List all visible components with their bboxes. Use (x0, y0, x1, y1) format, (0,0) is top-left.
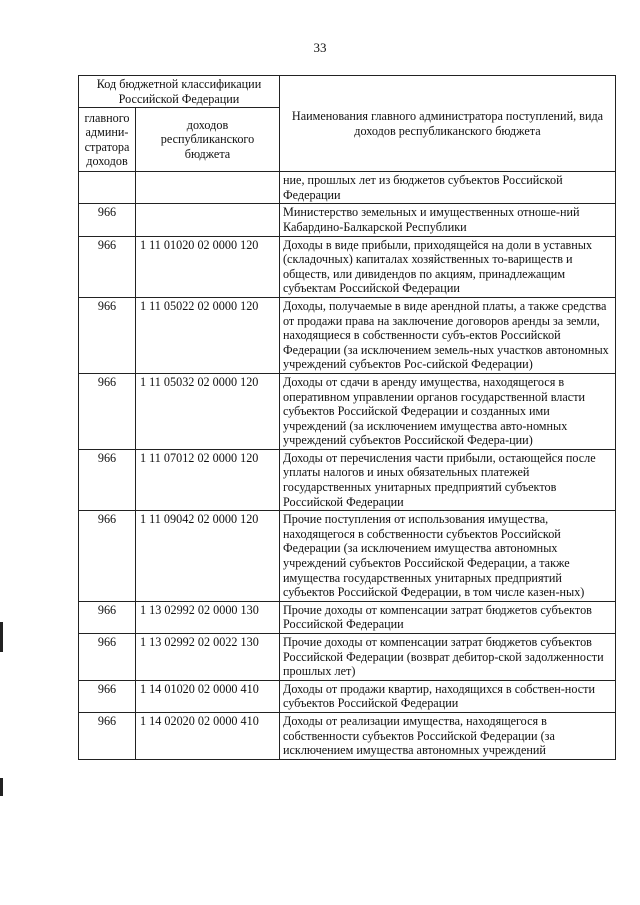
table-row (79, 680, 616, 712)
admin-code-cell: 966 (79, 601, 136, 633)
table-header-row (79, 76, 616, 108)
income-name-cell: Доходы от продажи квартир, находящихся в собствен-ности субъектов Российской Федерации (280, 680, 616, 712)
income-name-cell: Прочие поступления от использования имущества, находящегося в собственности субъектов Российской Федерации (за исключением имущества автономных учреждений субъектов Российской Федерации, а также имущества государственных унитарных предприятий субъектов Российской Федерации, в том числе казен-ных) (280, 511, 616, 602)
table-row (79, 601, 616, 633)
table-row (79, 297, 616, 373)
admin-code-cell: 966 (79, 511, 136, 602)
table-row (79, 172, 616, 204)
income-code-cell: 1 11 09042 02 0000 120 (136, 511, 280, 602)
income-name-cell: Доходы в виде прибыли, приходящейся на доли в уставных (складочных) капиталах хозяйственных то-вариществ и обществ, или дивидендов по акциям, принадлежащим субъектам Российской Федерации (280, 236, 616, 297)
admin-code-cell: 966 (79, 712, 136, 759)
income-name-cell: Доходы от реализации имущества, находящегося в собственности субъектов Российской Федерации (за исключением имущества автономных учреждений (280, 712, 616, 759)
income-name-cell: Министерство земельных и имущественных отноше-ний Кабардино-Балкарской Республики (280, 204, 616, 236)
income-name-cell: Доходы от перечисления части прибыли, остающейся после уплаты налогов и иных обязательных платежей государственных унитарных предприятий субъектов Российской Федерации (280, 449, 616, 510)
budget-code-table-wrap (78, 75, 615, 760)
admin-code-cell: 966 (79, 204, 136, 236)
admin-code-cell: 966 (79, 449, 136, 510)
income-name-cell: Прочие доходы от компенсации затрат бюджетов субъектов Российской Федерации (возврат дебитор-ской задолженности прошлых лет) (280, 634, 616, 681)
income-name-cell: Доходы, получаемые в виде арендной платы, а также средства от продажи права на заключение договоров аренды за земли, находящиеся в собственности субъ-ектов Российской Федерации (за исключением земель-ных участков автономных учреждений субъектов Рос-сийской Федерации) (280, 297, 616, 373)
table-row (79, 712, 616, 759)
table-row (79, 204, 616, 236)
table-body (79, 172, 616, 760)
income-name-cell: ние, прошлых лет из бюджетов субъектов Российской Федерации (280, 172, 616, 204)
budget-code-table (78, 75, 616, 760)
header-admin-column: главного админи-стратора доходов (79, 108, 136, 172)
income-code-cell: 1 11 07012 02 0000 120 (136, 449, 280, 510)
income-code-cell: 1 13 02992 02 0000 130 (136, 601, 280, 633)
page-number: 33 (313, 40, 327, 55)
income-code-cell: 1 11 01020 02 0000 120 (136, 236, 280, 297)
margin-mark (0, 622, 3, 652)
table-row (79, 634, 616, 681)
header-income-column: доходов республиканского бюджета (136, 108, 280, 172)
income-code-cell: 1 11 05032 02 0000 120 (136, 373, 280, 449)
income-code-cell (136, 204, 280, 236)
income-code-cell: 1 13 02992 02 0022 130 (136, 634, 280, 681)
admin-code-cell: 966 (79, 634, 136, 681)
header-code-group: Код бюджетной классификации Российской Федерации (79, 76, 280, 108)
income-name-cell: Доходы от сдачи в аренду имущества, находящегося в оперативном управлении органов государственной власти субъектов Российской Федерации и созданных ими учреждений (за исключением имущества авто-номных учреждений субъектов Российской Федера-ции) (280, 373, 616, 449)
table-row (79, 511, 616, 602)
table-row (79, 236, 616, 297)
header-name-column: Наименования главного администратора поступлений, вида доходов республиканского бюджета (280, 76, 616, 172)
income-code-cell: 1 14 02020 02 0000 410 (136, 712, 280, 759)
admin-code-cell (79, 172, 136, 204)
income-name-cell: Прочие доходы от компенсации затрат бюджетов субъектов Российской Федерации (280, 601, 616, 633)
income-code-cell: 1 14 01020 02 0000 410 (136, 680, 280, 712)
admin-code-cell: 966 (79, 297, 136, 373)
income-code-cell (136, 172, 280, 204)
admin-code-cell: 966 (79, 373, 136, 449)
margin-mark (0, 778, 3, 796)
table-row (79, 449, 616, 510)
admin-code-cell: 966 (79, 236, 136, 297)
income-code-cell: 1 11 05022 02 0000 120 (136, 297, 280, 373)
admin-code-cell: 966 (79, 680, 136, 712)
table-row (79, 373, 616, 449)
